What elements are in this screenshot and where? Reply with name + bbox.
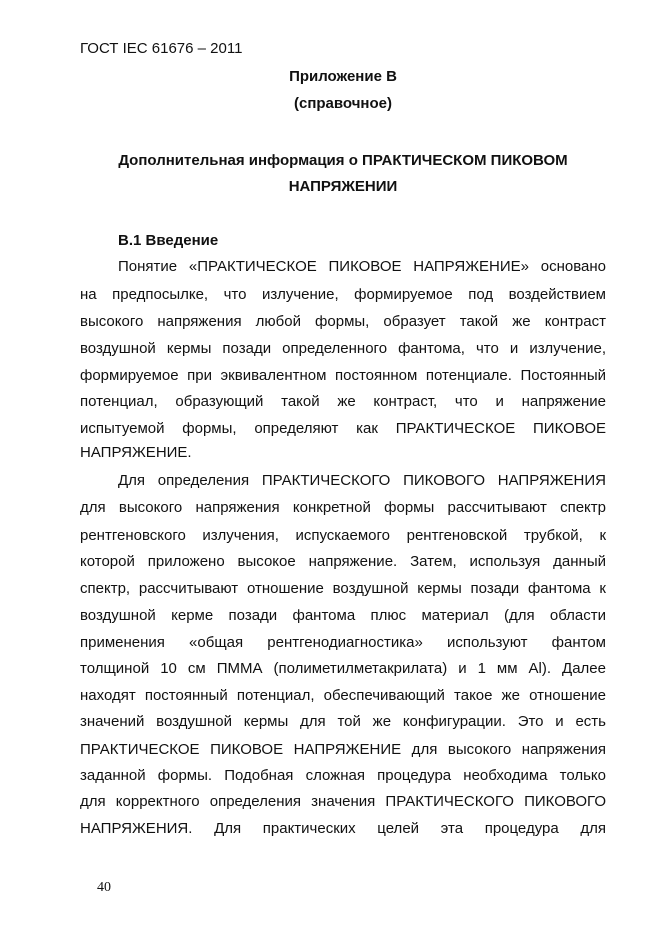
paragraph-line: Для определения ПРАКТИЧЕСКОГО ПИКОВОГО НАПРЯЖЕНИЯ bbox=[118, 472, 606, 489]
paragraph-line: потенциал, образующий такой же контраст, что и напряжение bbox=[80, 393, 606, 410]
paragraph-line: НАПРЯЖЕНИЕ. bbox=[80, 444, 192, 461]
standard-designation: ГОСТ IEC 61676 – 2011 bbox=[80, 40, 243, 57]
appendix-subtitle: (справочное) bbox=[294, 95, 392, 112]
paragraph-line: применения «общая рентгенодиагностика» используют фантом bbox=[80, 634, 606, 651]
section-title-line-1: Дополнительная информация о ПРАКТИЧЕСКОМ ПИКОВОМ bbox=[118, 152, 568, 169]
paragraph-line: находят постоянный потенциал, обеспечивающий такое же отношение bbox=[80, 687, 606, 704]
paragraph-line: испытуемой формы, определяют как ПРАКТИЧЕСКОЕ ПИКОВОЕ bbox=[80, 420, 606, 437]
paragraph-line: на предпосылке, что излучение, формируемое под воздействием bbox=[80, 286, 606, 303]
paragraph-line: НАПРЯЖЕНИЯ. Для практических целей эта процедура для bbox=[80, 820, 606, 837]
paragraph-line: заданной формы. Подобная сложная процедура необходима только bbox=[80, 767, 606, 784]
paragraph-line: воздушной керме позади фантома плюс материал (для области bbox=[80, 607, 606, 624]
paragraph-line: для корректного определения значения ПРАКТИЧЕСКОГО ПИКОВОГО bbox=[80, 793, 606, 810]
appendix-title: Приложение В bbox=[289, 68, 397, 85]
paragraph-line: рентгеновского излучения, испускаемого рентгеновской трубкой, к bbox=[80, 527, 606, 544]
paragraph-line: Понятие «ПРАКТИЧЕСКОЕ ПИКОВОЕ НАПРЯЖЕНИЕ» основано bbox=[118, 258, 606, 275]
paragraph-line: воздушной кермы позади определенного фантома, что и излучение, bbox=[80, 340, 606, 357]
paragraph-line: ПРАКТИЧЕСКОЕ ПИКОВОЕ НАПРЯЖЕНИЕ для высокого напряжения bbox=[80, 741, 606, 758]
paragraph-line: значений воздушной кермы для той же конфигурации. Это и есть bbox=[80, 713, 606, 730]
paragraph-line: высокого напряжения любой формы, образует такой же контраст bbox=[80, 313, 606, 330]
section-title-line-2: НАПРЯЖЕНИИ bbox=[288, 178, 398, 195]
page-number: 40 bbox=[97, 880, 111, 895]
paragraph-line: формируемое при эквивалентном постоянном потенциале. Постоянный bbox=[80, 367, 606, 384]
paragraph-line: спектр, рассчитывают отношение воздушной кермы позади фантома к bbox=[80, 580, 606, 597]
paragraph-line: которой приложено высокое напряжение. Затем, используя данный bbox=[80, 553, 606, 570]
paragraph-line: для высокого напряжения конкретной формы рассчитывают спектр bbox=[80, 499, 606, 516]
paragraph-line: толщиной 10 см ПММА (полиметилметакрилата) и 1 мм Al). Далее bbox=[80, 660, 606, 677]
subsection-heading: В.1 Введение bbox=[118, 232, 219, 249]
